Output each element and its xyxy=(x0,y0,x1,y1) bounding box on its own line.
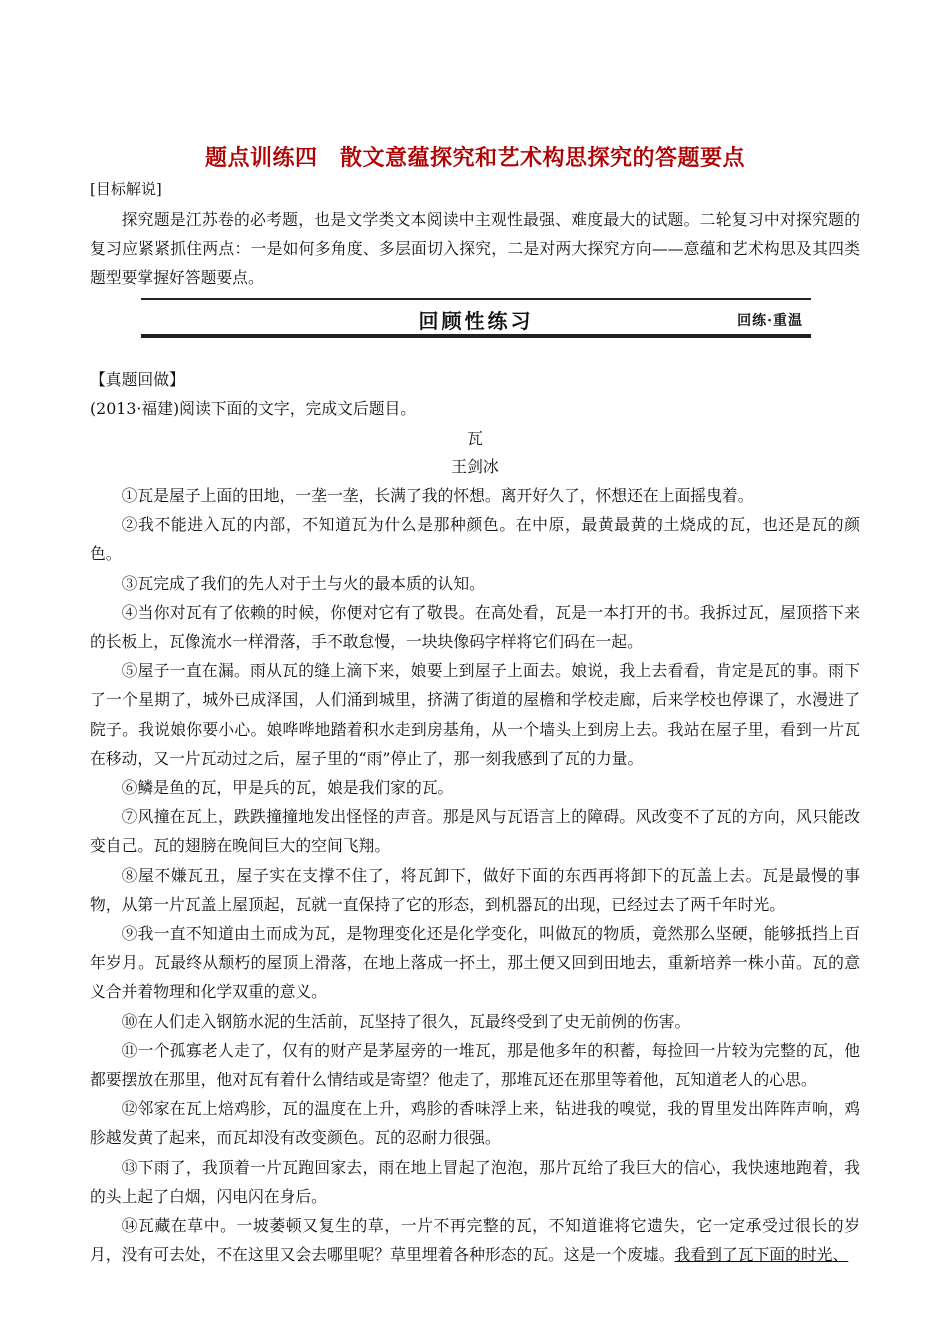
paragraph-9: ⑨我一直不知道由土而成为瓦，是物理变化还是化学变化，叫做瓦的物质，竟然那么坚硬，能够抵挡上百年岁月。瓦最终从颓朽的屋顶上滑落，在地上落成一抔土，那土便又回到田地去，重新培养一株小苗。瓦的意义合并着物理和化学双重的意义。 xyxy=(90,924,860,1002)
paragraph-12: ⑫邻家在瓦上焙鸡胗，瓦的温度在上升，鸡胗的香味浮上来，钻进我的嗅觉，我的胃里发出阵阵声响，鸡胗越发黄了起来，而瓦却没有改变颜色。瓦的忍耐力很强。 xyxy=(90,1099,860,1148)
goal-tag: [目标解说] xyxy=(90,180,162,198)
underlined-sentence: 我看到了瓦下面的时光、 xyxy=(674,1245,849,1265)
banner-title: 回顾性练习 xyxy=(418,309,534,333)
question-source: (2013·福建)阅读下面的文字，完成文后题目。 xyxy=(90,399,417,418)
paragraph-3: ③瓦完成了我们的先人对于土与火的最本质的认知。 xyxy=(121,573,485,593)
paragraph-7: ⑦风撞在瓦上，跌跌撞撞地发出怪怪的声音。那是风与瓦语言上的障碍。风改变不了瓦的方向，风只能改变自己。瓦的翅膀在晚间巨大的空间飞翔。 xyxy=(90,807,860,856)
passage-body xyxy=(90,481,860,1269)
paragraph-6: ⑥鳞是鱼的瓦，甲是兵的瓦，娘是我们家的瓦。 xyxy=(121,778,454,798)
paragraph-10: ⑩在人们走入钢筋水泥的生活前，瓦坚持了很久，瓦最终受到了史无前例的伤害。 xyxy=(121,1011,691,1031)
paragraph-4: ④当你对瓦有了依赖的时候，你便对它有了敬畏。在高处看，瓦是一本打开的书。我拆过瓦，屋顶搭下来的长板上，瓦像流水一样滑落，手不敢怠慢，一块块像码字样将它们码在一起。 xyxy=(90,602,860,652)
section-banner xyxy=(141,298,811,338)
passage-author: 王剑冰 xyxy=(451,457,499,476)
paragraph-14 xyxy=(90,1211,860,1269)
paragraph-13: ⑬下雨了，我顶着一片瓦跑回家去，雨在地上冒起了泡泡，那片瓦给了我巨大的信心，我快速地跑着，我的头上起了白烟，闪电闪在身后。 xyxy=(90,1157,860,1206)
banner-subtitle: 回练·重温 xyxy=(737,313,803,329)
paragraph-2: ②我不能进入瓦的内部，不知道瓦为什么是那种颜色。在中原，最黄最黄的土烧成的瓦，也还是瓦的颜色。 xyxy=(90,515,860,564)
banner-bottom-rule xyxy=(141,334,811,338)
section-heading: 【真题回做】 xyxy=(90,370,185,389)
paragraph-11: ⑪一个孤寡老人走了，仅有的财产是茅屋旁的一堆瓦，那是他多年的积蓄，每捡回一片较为完整的瓦，他都要摆放在那里，他对瓦有着什么情结或是寄望？他走了，那堆瓦还在那里等着他，瓦知道老人的心思。 xyxy=(90,1040,860,1090)
paragraph-14-text: ⑭瓦藏在草中。一坡萎顿又复生的草，一片不再完整的瓦，不知道谁将它遗失，它一定承受过很长的岁月，没有可去处，不在这里又会去哪里呢？草里埋着各种形态的瓦。这是一个废墟。 xyxy=(90,1216,860,1265)
passage-title: 瓦 xyxy=(467,429,483,448)
intro-paragraph: 探究题是江苏卷的必考题，也是文学类文本阅读中主观性最强、难度最大的试题。二轮复习中对探究题的复习应紧紧抓住两点：一是如何多角度、多层面切入探究，二是对两大探究方向——意蕴和艺术构思及其四类题型要掌握好答题要点。 xyxy=(90,210,860,288)
intro-block xyxy=(90,205,860,293)
paragraph-8: ⑧屋不嫌瓦丑，屋子实在支撑不住了，将瓦卸下，做好下面的东西再将卸下的瓦盖上去。瓦是最慢的事物，从第一片瓦盖上屋顶起，瓦就一直保持了它的形态，到机器瓦的出现，已经过去了两千年时光。 xyxy=(90,865,860,914)
paragraph-5: ⑤屋子一直在漏。雨从瓦的缝上滴下来，娘要上到屋子上面去。娘说，我上去看看，肯定是瓦的事。雨下了一个星期了，城外已成泽国，人们涌到城里，挤满了街道的屋檐和学校走廊，后来学校也停课了，水漫进了院子。我说娘你要小心。娘哗哗地踏着积水走到房基角，从一个墙头上到房上去。我站在屋子里，看到一片瓦在移动，又一片瓦动过之后，屋子里的“雨”停止了，那一刻我感到了瓦的力量。 xyxy=(90,661,860,768)
paragraph-1: ①瓦是屋子上面的田地，一垄一垄，长满了我的怀想。离开好久了，怀想还在上面摇曳着。 xyxy=(121,486,754,505)
banner-top-rule xyxy=(141,298,811,300)
page-title: 题点训练四 散文意蕴探究和艺术构思探究的答题要点 xyxy=(204,146,745,171)
